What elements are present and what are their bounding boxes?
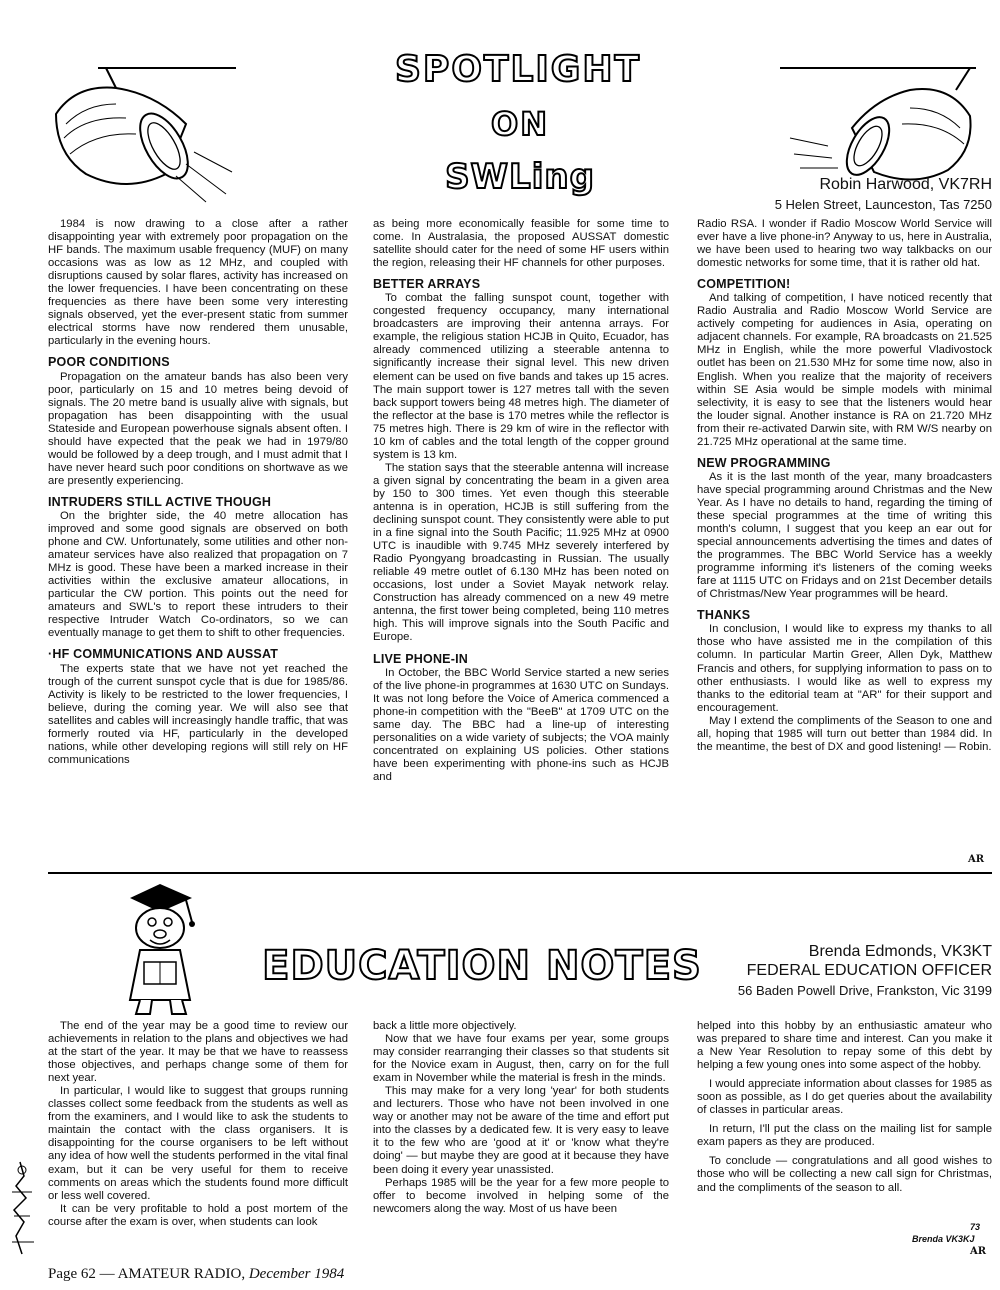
education-signoff-number: 73 [970, 1222, 981, 1232]
paragraph: May I extend the compliments of the Season to one and all, hoping that 1985 will turn out better than 1984 did. In the meantime, the best of DX and good listening! — Robin. [697, 714, 992, 753]
education-column-1 [48, 1020, 348, 1229]
paragraph: In particular, I would like to suggest that groups running classes collect some feedback from the students as well as from the examiners, and I would like to ask the students to maintain the contact with the class organisers. It is disappointing for the course organisers to be left without any idea of how well the students performed in the vital final exam, but it can be very useful for them to receive comments on areas which the students found more difficult or less well covered. [48, 1085, 348, 1202]
section-divider [48, 872, 992, 874]
spotlight-column-2 [373, 218, 669, 784]
section-heading: COMPETITION! [697, 277, 791, 292]
paragraph: And talking of competition, I have noticed recently that Radio Australia and Radio Moscow World Service are actively competing for audiences in Asia, operating on adjacent channels. For example, RA broadcasts on 21.525 MHz in English, while the more powerful Vladivostock outlet has been on 21.530 MHz for some time now, also in English. When you realize that the majority of receivers within SE Asia would be simple models with minimal selectivity, it is easy to see that the listeners would hear the louder signal. Another instance is RA on 21.720 MHz from their re-activated Darwin site, with RM W/S nearby on 21.725 MHz operational at the same time. [697, 292, 992, 448]
paragraph: In October, the BBC World Service started a new series of the live phone-in programmes at 1630 UTC on Sundays. It was not long before the Voice of America commenced a phone-in competition with the "BeeB" at 1709 UTC on the same day. The BBC had a line-up of interesting personalities on a wide variety of subjects; the VOA mainly concentrated on explaining US policies. Other stations have been experimenting with phone-ins such as HCJB and [373, 666, 669, 783]
paragraph: Propagation on the amateur bands has also been very poor, particularly on 15 and 10 metres being devoid of signals. The 20 metre band is usually alive with signals, but propagation has been disappointing with the usual Stateside and European powerhouse signals absent often. I should have expected that the peak we had in 1979/80 would be followed by a deep trough, and I must admit that I have never heard such poor conditions on shortwave as we are presently experiencing. [48, 370, 348, 487]
spotlight-end-mark: AR [968, 854, 985, 865]
section-heading: LIVE PHONE-IN [373, 651, 468, 666]
paragraph: Radio RSA. I wonder if Radio Moscow World Service will ever have a live phone-in? Anyway to us, here in Australia, we have been used to hearing two way talkbacks on our domestic networks for some time, that it is rather old hat. [697, 218, 992, 270]
paragraph: To combat the falling sunspot count, together with congested frequency occupancy, many international broadcasters are improving their antenna arrays. For example, the religious station HCJB in Quito, Ecuador, has already commenced utilizing a steerable antenna to significantly increase their signal level. This new driven element can be used on five bands and takes up 15 acres. The main support tower is 127 metres tall with the seven back support towers being 48 metres high. The diameter of the reflector at the base is 170 metres while the reflector is 75 metres high. There is 29 km of wire in the reflector with 10 km of cables and the total length of the copper ground system is 13 km. [373, 292, 669, 461]
margin-doodle-icon [6, 1158, 40, 1258]
spotlight-header [0, 0, 1000, 212]
paragraph: To conclude — congratulations and all good wishes to those who will be collecting a new call sign for Christmas, and the compliments of the season to all. [697, 1155, 992, 1194]
paragraph: as being more economically feasible for some time to come. In Australasia, the proposed AUSSAT domestic satellite should cater for the need of some HF users within the region, releasing their HF channels for other purposes. [373, 218, 669, 270]
paragraph: helped into this hobby by an enthusiastic amateur who was prepared to share time and interest. Can you make it a New Year Resolution to repay some of this debt by helping a few young ones into some aspect of the hobby. [697, 1020, 992, 1072]
paragraph: back a little more objectively. [373, 1020, 517, 1032]
paragraph: As it is the last month of the year, many broadcasters have special programming around Christmas and the New Year. As I have no details to hand, regarding the timing of these special programmes at the time of writing this month's column, I suggest that you keep an ear out for special announcements advertising the times and dates of the programmes. The BBC World Service has a weekly programme informing it's listeners of the coming weeks fare at 1115 UTC on Fridays and on 21st December details of Christmas/New Year programmes will be heard. [697, 470, 992, 601]
paragraph: It can be very profitable to hold a post mortem of the course after the exam is over, when students can look [48, 1202, 348, 1228]
education-signoff-name: Brenda VK3KJ [912, 1234, 975, 1244]
section-heading: POOR CONDITIONS [48, 355, 170, 370]
section-heading: NEW PROGRAMMING [697, 455, 831, 470]
spotlight-column-3 [697, 218, 992, 754]
spotlight-address: 5 Helen Street, Launceston, Tas 7250 [774, 197, 992, 212]
paragraph: 1984 is now drawing to a close after a rather disappointing year with extremely poor propagation on the HF bands. The maximum usable frequency (MUF) on many occasions was as low as 12 MHz, and coupled with disruptions caused by solar flares, activity has increased on the lower frequencies. I have been concentrating on these frequencies as there have been some very interesting signals observed, yet the ever-present static from summer electrical storms have now rendered them unusable, particularly in the evening hours. [48, 218, 348, 348]
paragraph: I would appreciate information about classes for 1985 as soon as possible, as I do get queries about the availability of classes in particular areas. [697, 1078, 992, 1117]
education-end-mark: AR [970, 1246, 987, 1257]
education-author: Brenda Edmonds, VK3KT [808, 943, 992, 960]
spotlight-lamp-right-icon [780, 54, 990, 184]
graduate-mascot-icon [100, 878, 220, 1018]
paragraph: In conclusion, I would like to express my thanks to all those who have assisted me in the compilation of this column. In particular Martin Greer, Allen Dyk, Matthew Francis and others, for supplying information to pass on to other enthusiasts. I would like as well to express my thanks to the editorial team at "AR" for their support and encouragement. [697, 623, 992, 714]
spotlight-lamp-left-icon [36, 54, 236, 204]
paragraph: Now that we have four exams per year, some groups may consider rearranging their classes so that students sit for the Novice exam in August, then, carry on for the full exam in November while the material is fresh in the minds. [373, 1033, 669, 1085]
paragraph: In return, I'll put the class on the mailing list for sample exam papers as they are produced. [697, 1123, 992, 1149]
spotlight-title-line1: SPOTLIGHT [395, 49, 642, 90]
section-heading: BETTER ARRAYS [373, 277, 481, 292]
section-heading: INTRUDERS STILL ACTIVE THOUGH [48, 494, 272, 509]
paragraph: This may make for a very long 'year' for both students and lecturers. Those who have not been involved in one way or another may not be aware of the time and effort put into the classes by a dedicated few. It is very easy to leave it to the few who are 'good at it' or 'know what they're doing' — but maybe they are good at it because they have been doing it every year unassisted. [373, 1085, 669, 1176]
education-title: EDUCATION NOTES [262, 943, 702, 989]
paragraph: The experts state that we have not yet reached the trough of the current sunspot cycle that is due for 1985/86. Activity is likely to be restricted to the lower frequencies, I believe, during the coming year. We will also see that satellites and cables will increasingly handle traffic, that was formerly routed via HF, particularly in the developed nations, while other developing regions will still rely on HF communications [48, 662, 348, 766]
education-address: 56 Baden Powell Drive, Frankston, Vic 3199 [737, 983, 992, 998]
spotlight-title-line2: ON [491, 105, 549, 143]
education-column-2 [373, 1020, 669, 1216]
page-footer [48, 1266, 344, 1283]
spotlight-title-line3: SWLing [445, 157, 595, 197]
footer-issue: December 1984 [248, 1266, 345, 1282]
section-heading: ·HF COMMUNICATIONS AND AUSSAT [48, 647, 279, 662]
paragraph: Perhaps 1985 will be the year for a few more people to offer to become involved in helping some of the newcomers along the way. Most of us have been [373, 1176, 669, 1215]
spotlight-author: Robin Harwood, VK7RH [819, 176, 992, 193]
paragraph: On the brighter side, the 40 metre allocation has improved and some good signals are observed on both phone and CW. Unfortunately, some utilities and other non-amateur services have also realized that propagation on 7 MHz is good. These have been a marked increase in their activities within the exclusive amateur allocations, in particular the CW portion. This points out the need for amateurs and SWL's to report these intruders to their respective Intruder Watch Co-ordinators, so we can eventually manage to get them to shift to other frequencies. [48, 509, 348, 640]
spotlight-column-1 [48, 218, 348, 767]
education-column-3 [697, 1020, 992, 1195]
paragraph: The end of the year may be a good time to review our achievements in relation to the plans and objectives we had at the start of the year. It may be that we have to reassess those objectives, and perhaps change some of them for next year. [48, 1020, 348, 1085]
section-heading: THANKS [697, 608, 751, 623]
education-role: FEDERAL EDUCATION OFFICER [746, 962, 992, 979]
footer-page-label: Page 62 — AMATEUR RADIO, [48, 1266, 246, 1282]
paragraph: The station says that the steerable antenna will increase a given signal by concentrating the beam in a given area by 150 to 300 times. Yet even though this steerable antenna is in operation, HCJB is still suffering from the declining sunspot count. They consistently were able to put in a fine signal into the South Pacific; 11.925 MHz at 0900 UTC is inaudible with 9.745 MHz severely interfered by Radio Pyongyang broadcasting in Russian. The usually reliable 49 metre outlet of 6.130 MHz has been noted on occasions, lost under a Soviet Mayak network relay. Construction has already commenced on a new 49 metre antenna, the first tower being completed, being 110 metres high. This will improve signals into the South Pacific and Europe. [373, 461, 669, 644]
